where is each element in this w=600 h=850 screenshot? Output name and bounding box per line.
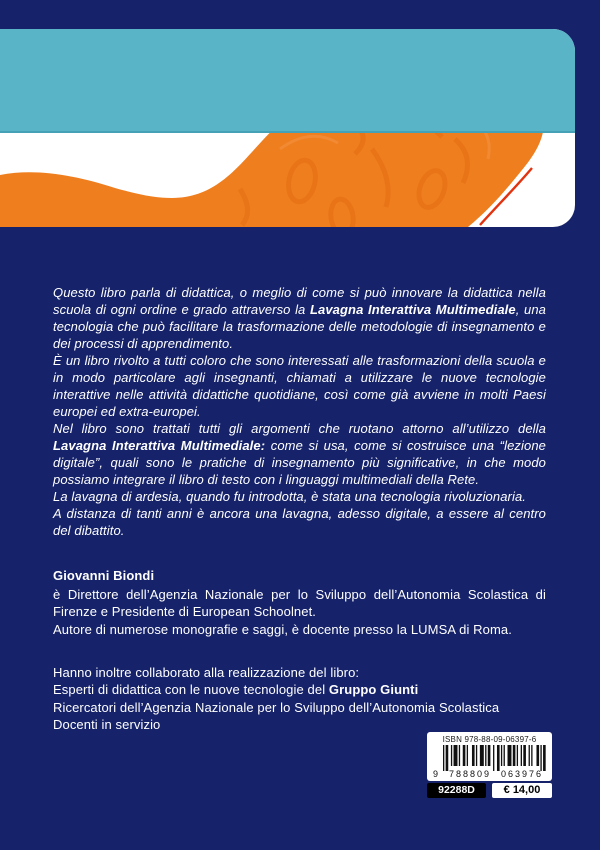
cover-artwork-panel: [0, 29, 575, 227]
collaborators-section: [53, 664, 546, 734]
author-bio-line2: Autore di numerose monografie e saggi, è docente presso la LUMSA di Roma.: [53, 621, 512, 637]
text-line: Questo libro parla di didattica, o meglio di come si può innovare la didattica nella scuola di ogni ordine e grado attraverso la Lavagna Interattiva Multimediale, una tecnologia che può facilitare la trasformazione delle metodologie di insegnamento e dei processi di apprendimento.: [53, 285, 546, 351]
text-line: Hanno inoltre collaborato alla realizzazione del libro:: [53, 665, 360, 680]
text-line: È un libro rivolto a tutti coloro che sono interessati alle trasformazioni della scuola e in modo particolare agli insegnanti, chiamati a utilizzare le nuove tecnologie interattive nelle attività didattiche quotidiane, così come già avviene in molti Paesi europei ed extra-europei.: [53, 353, 546, 419]
text-line: Nel libro sono trattati tutti gli argomenti che ruotano attorno all’utilizzo della Lavagna Interattiva Multimediale: come si usa, come si costruisce una “lezione digitale”, quali sono le pratiche di insegnamento più significative, in che modo possiamo integrare il libro di testo con i linguaggi multimediali della Rete.: [53, 421, 546, 487]
svg-text:9: 9: [432, 769, 440, 779]
price-label: € 14,00: [492, 783, 552, 798]
barcode: [431, 744, 549, 779]
text-line: Ricercatori dell’Agenzia Nazionale per lo Sviluppo dell’Autonomia Scolastica: [53, 699, 500, 715]
blurb-text: [53, 284, 546, 539]
barcode-block: [427, 732, 552, 798]
text-line: A distanza di tanti anni è ancora una lavagna, adesso digitale, a essere al centro del dibattito.: [53, 506, 546, 538]
isbn-box: [427, 732, 552, 781]
svg-text:063976: 063976: [500, 769, 543, 779]
author-bio-line1: è Direttore dell’Agenzia Nazionale per lo Sviluppo dell’Autonomia Scolastica di Firenze e Presidente di European Schoolnet.: [53, 586, 546, 619]
text-line: Docenti in servizio: [53, 717, 161, 733]
text-line: Esperti di didattica con le nuove tecnologie del Gruppo Giunti: [53, 682, 419, 698]
code-price-row: [427, 783, 552, 798]
author-name: Giovanni Biondi: [53, 568, 155, 583]
isbn-label: ISBN 978-88-09-06397-6: [442, 735, 537, 744]
publisher-code: 92288D: [427, 783, 486, 798]
author-section: [53, 567, 546, 638]
teal-band: [0, 29, 575, 133]
svg-text:788809: 788809: [448, 769, 491, 779]
text-line: La lavagna di ardesia, quando fu introdotta, è stata una tecnologia rivoluzionaria.: [53, 489, 527, 504]
